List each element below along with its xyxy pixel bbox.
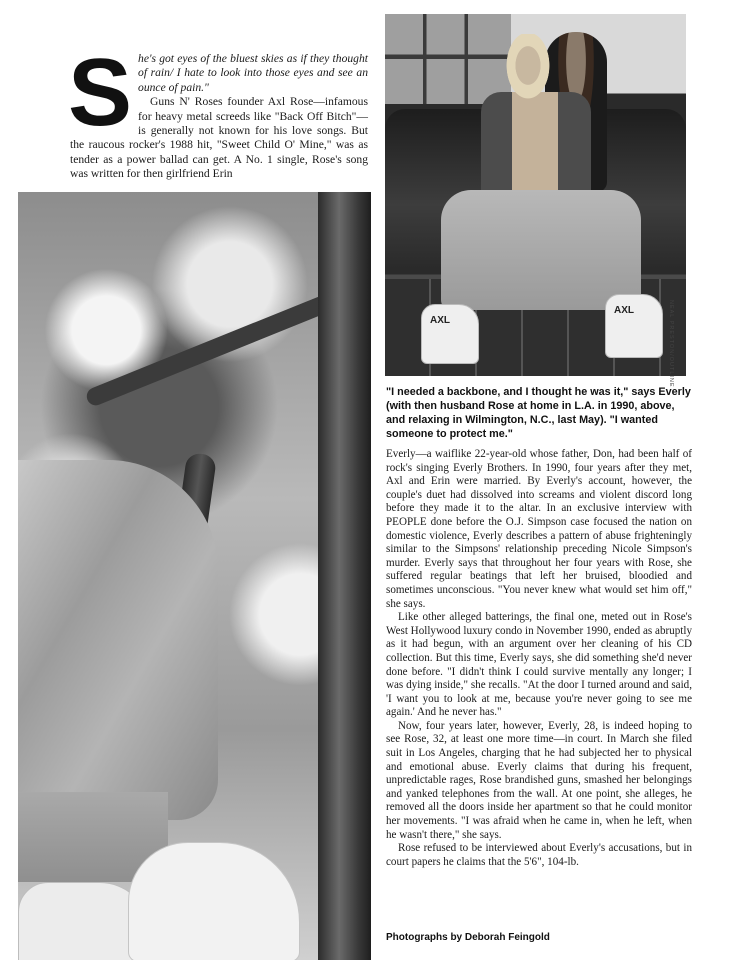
intro-lyric: he's got eyes of the bluest skies as if they thought of rain/ I hate to look into those eyes and see an ounce of pain." (138, 52, 368, 94)
tree-branch (84, 294, 332, 408)
article-paragraph: Rose refused to be interviewed about Everly's accusations, but in court papers he claims that the 5'6", 104-lb. (386, 842, 692, 868)
article-paragraph: Now, four years later, however, Everly, 28, is indeed hoping to see Rose, 32, at least one more time—in court. In March she filed suit in Los Angeles, charging that he had subjected her to physical and emotional abuse. Everly claims that during his frequent, unpredictable rages, Rose brandished guns, smashed her belongings and yanked telephones from the wall. At one point, she alleges, he removed all the doors inside her apartment so that he could monitor her movements. "I was afraid when he came in, when he left, when he wasn't there," she says. (386, 719, 692, 841)
article-column (386, 448, 692, 869)
photo-caption: "I needed a backbone, and I thought he was it," says Everly (with then husband Rose at home in L.A. in 1990, above, and relaxing in Wilmington, N.C., last May). "I wanted someone to protect me." (386, 386, 691, 440)
intro-column (68, 39, 368, 182)
glass-block-window (385, 14, 511, 104)
article-paragraph: Everly—a waiflike 22-year-old whose father, Don, had been half of rock's singing Everly Brothers. In 1990, four years after they met, Axl and Erin were married. By Everly's account, however, the couple's duet had dissolved into screams and violent discord long before they made it to the altar. In an exclusive interview with PEOPLE done before the O.J. Simpson case focused the nation on domestic violence, Everly describes a pattern of abuse frighteningly similar to the Simpsons' relationship preceding Nicole Simpson's murder. Everly says that throughout her four years with Rose, she suffered regular beatings that left her bruised, bloodied and sometimes unconscious. "You never knew what would set him off," she says. (386, 448, 692, 610)
jeans-leg (18, 460, 218, 820)
sneaker-right (605, 294, 663, 358)
photographer-credit: Photographs by Deborah Feingold (386, 932, 550, 943)
sneaker-left (421, 304, 479, 364)
man-legs (441, 190, 641, 310)
photo-couple-sofa (385, 14, 686, 376)
man-figure (481, 92, 591, 202)
drop-cap: S (68, 39, 133, 146)
sneaker-text: AXL (614, 305, 634, 316)
photo-agency-credit: NEAL PRESTON/OUTLINE (668, 300, 674, 388)
sneaker-text: AXL (430, 315, 450, 326)
sneaker (128, 842, 300, 960)
man-head (503, 34, 553, 104)
article-paragraph: Like other alleged batterings, the final one, meted out in Rose's West Hollywood luxury condo in November 1990, ended as abruptly as it had begun, with an argument over her cleaning of his CD collection. But this time, Everly says, she did something she'd never done before. "I didn't think I could survive mentally any longer; I was dying inside," she recalls. "At the door I turned around and said, 'I want you to look at me, because you're never going to see me again.' And he never has." (386, 611, 692, 719)
intro-paragraph: Guns N' Roses founder Axl Rose—infamous for heavy metal screeds like "Back Off Bitch"—is generally not known for his love songs. But the raucous rocker's 1988 hit, "Sweet Child O' Mine," was as tender as a power ballad can get. A No. 1 single, Rose's song was written for then girlfriend Erin (70, 95, 368, 181)
photo-tree-legs (18, 192, 371, 960)
tree-trunk (318, 192, 371, 960)
